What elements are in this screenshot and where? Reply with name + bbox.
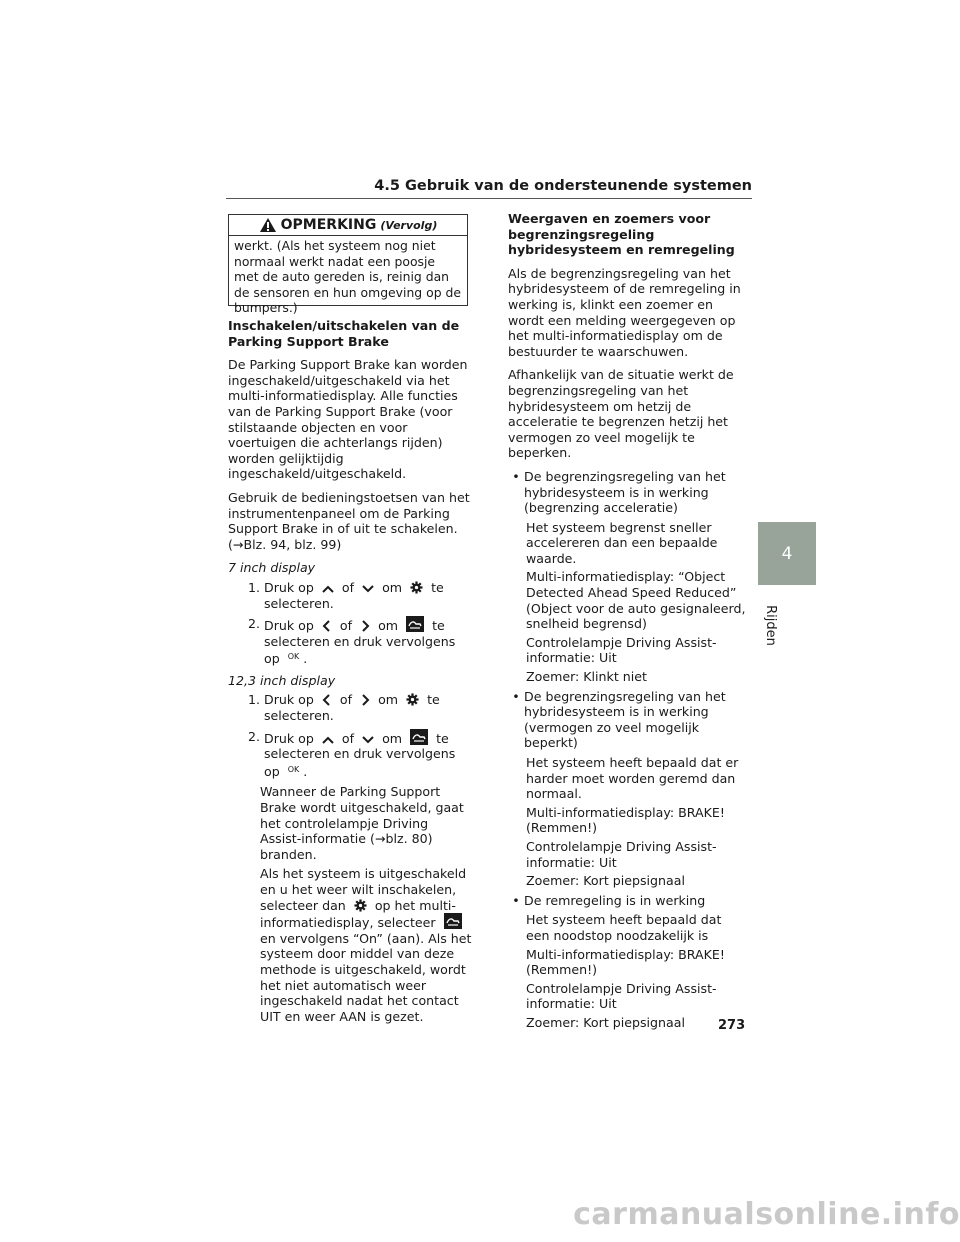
left-heading: Inschakelen/uitschakelen van de Parking Support Brake: [228, 318, 460, 349]
right-paragraph-1: Als de begrenzingsregeling van het hybridesysteem of de remregeling in werking is, klinkt een zoemer en wordt een melding weergegeven op het multi-informatiedisplay om de bestuurder te waarschuwen.: [508, 265, 741, 359]
step-number: 2.: [247, 728, 260, 744]
bullet-line: Controlelampje Driving Assist-informatie: Uit: [526, 838, 717, 870]
step-text: .: [303, 651, 308, 667]
step-number: 1.: [247, 579, 260, 595]
step-text: te selecteren.: [264, 579, 444, 611]
chevron-up-icon: [322, 584, 334, 594]
driving-assist-icon: [444, 913, 462, 929]
bullet-text: De remregeling is in werking: [524, 892, 706, 908]
display-12-label: 12,3 inch display: [228, 672, 336, 688]
step-text: selecteren en druk vervolgens op: [264, 746, 456, 779]
note-body: werkt. (Als het systeem nog niet normaal werkt nadat een poosje met de auto gereden is, reinig dan de sensoren en hun omgeving op de bumpers.): [234, 238, 461, 316]
display-12-sub-2: [260, 866, 472, 1024]
bullet-mark: •: [512, 468, 520, 484]
gear-icon: [354, 899, 367, 912]
gear-icon: [406, 693, 419, 706]
right-column: [508, 211, 748, 1034]
step-text: of: [341, 579, 355, 595]
bullet-item-3: [508, 893, 748, 1031]
note-box: [228, 214, 468, 316]
step-number: 2.: [247, 616, 260, 632]
ok-button-icon: OK: [287, 764, 300, 774]
step-text: te: [432, 618, 445, 634]
bullet-mark: •: [512, 892, 520, 908]
watermark: carmanualsonline.info: [573, 1197, 960, 1232]
step-text: te selecteren.: [264, 692, 440, 724]
sub-text: op het multi-informatiedisplay, selecteer: [260, 897, 456, 931]
step-text: om: [378, 692, 399, 708]
bullet-line: Het systeem begrenst sneller accelereren dan een bepaalde waarde.: [526, 519, 718, 566]
ok-button-icon: OK: [287, 652, 300, 662]
section-rule: [226, 198, 752, 199]
left-column: [228, 318, 472, 1028]
chevron-right-icon: [360, 620, 370, 632]
step-text: of: [341, 730, 355, 746]
right-heading: Weergaven en zoemers voor begrenzingsregeling hybridesysteem en remregeling: [508, 211, 735, 258]
bullet-line: Multi-informatiedisplay: BRAKE! (Remmen!): [526, 804, 725, 836]
display-12-sub-1: Wanneer de Parking Support Brake wordt uitgeschakeld, gaat het controlelampje Driving Assist-informatie (→blz. 80) branden.: [260, 784, 464, 862]
bullet-line: Controlelampje Driving Assist-informatie: Uit: [526, 980, 717, 1012]
display-12-step-2: [228, 729, 472, 780]
note-title: OPMERKING: [280, 217, 377, 233]
display-7-label: 7 inch display: [228, 560, 316, 576]
chapter-tab-label: Rijden: [762, 605, 778, 646]
chevron-down-icon: [362, 735, 374, 745]
step-text: of: [339, 692, 353, 708]
note-subtitle: (Vervolg): [380, 218, 438, 232]
chapter-tab[interactable]: 4: [758, 522, 816, 585]
sub-text: en vervolgens “On” (aan). Als het systeem door middel van deze methode is uitgeschakeld, wordt het niet automatisch weer ingeschakeld nadat het contact UIT en weer AAN is gezet.: [260, 930, 472, 1024]
bullet-line: Multi-informatiedisplay: “Object Detected Ahead Speed Reduced” (Object voor de auto gesignaleerd, snelheid begrensd): [526, 569, 746, 632]
step-text: Druk op: [264, 618, 314, 634]
bullet-item-2: [508, 689, 748, 889]
display-7-step-1: [228, 580, 472, 611]
bullet-text: De begrenzingsregeling van het hybridesysteem is in werking (vermogen zo veel mogelijk beperkt): [524, 688, 726, 751]
gear-icon: [410, 581, 423, 594]
step-text: om: [382, 730, 403, 746]
bullet-line: Zoemer: Klinkt niet: [526, 669, 647, 685]
chevron-left-icon: [322, 694, 332, 706]
bullet-text: De begrenzingsregeling van het hybridesysteem is in werking (begrenzing acceleratie): [524, 468, 726, 516]
step-number: 1.: [247, 692, 260, 708]
left-paragraph-1: De Parking Support Brake kan worden ingeschakeld/uitgeschakeld via het multi-informatiedisplay. Alle functies van de Parking Support Brake (voor stilstaande objecten en voor voertuigen die achterlangs rijden) worden gelijktijdig ingeschakeld/uitgeschakeld.: [228, 357, 468, 482]
right-paragraph-2: Afhankelijk van de situatie werkt de begrenzingsregeling van het hybridesysteem om hetzij de acceleratie te begrenzen hetzij het vermogen zo veel mogelijk te beperken.: [508, 367, 734, 461]
chevron-up-icon: [322, 735, 334, 745]
warning-icon: [259, 217, 277, 233]
note-header: [229, 215, 467, 236]
step-text: om: [378, 618, 399, 634]
chevron-right-icon: [360, 694, 370, 706]
step-text: .: [303, 763, 308, 779]
chevron-down-icon: [362, 584, 374, 594]
sub-text: Als het systeem is uitgeschakeld en u het weer wilt inschakelen, selecteer dan: [260, 866, 467, 913]
display-7-step-2: [228, 616, 472, 667]
step-text: Druk op: [264, 579, 314, 595]
step-text: te: [436, 730, 449, 746]
bullet-line: Zoemer: Kort piepsignaal: [526, 1014, 685, 1030]
step-text: of: [339, 618, 353, 634]
left-paragraph-2: Gebruik de bedieningstoetsen van het instrumentenpaneel om de Parking Support Brake in of uit te schakelen. (→Blz. 94, blz. 99): [228, 489, 470, 552]
chevron-left-icon: [322, 620, 332, 632]
bullet-line: Multi-informatiedisplay: BRAKE! (Remmen!): [526, 946, 725, 978]
display-12-step-1: [228, 692, 472, 723]
bullet-line: Het systeem heeft bepaald dat er harder moet worden geremd dan normaal.: [526, 755, 739, 802]
bullet-line: Zoemer: Kort piepsignaal: [526, 873, 685, 889]
bullet-mark: •: [512, 688, 520, 704]
step-text: Druk op: [264, 730, 314, 746]
step-text: om: [382, 579, 403, 595]
section-title: 4.5 Gebruik van de ondersteunende systemen: [374, 178, 752, 194]
step-text: Druk op: [264, 692, 314, 708]
bullet-item-1: [508, 469, 748, 685]
chapter-tab-label-wrap: [762, 598, 788, 658]
driving-assist-icon: [406, 616, 424, 632]
bullet-line: Het systeem heeft bepaald dat een noodstop noodzakelijk is: [526, 912, 722, 943]
step-text: selecteren en druk vervolgens op: [264, 633, 456, 667]
bullet-line: Controlelampje Driving Assist-informatie: Uit: [526, 634, 717, 666]
page-number: 273: [718, 1018, 746, 1033]
driving-assist-icon: [410, 729, 428, 745]
